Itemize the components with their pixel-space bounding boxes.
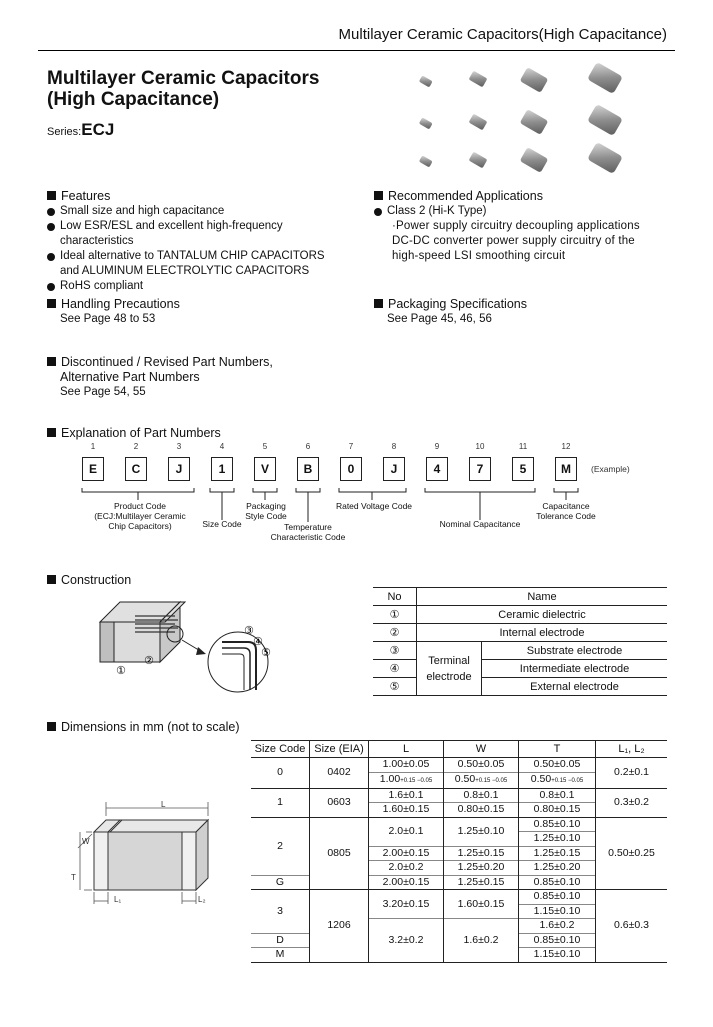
dim-tol: +0.15 −0.05 — [400, 777, 433, 784]
applications-class: Class 2 (Hi-K Type) — [374, 204, 668, 219]
label-temperature-line2: Characteristic Code — [270, 532, 346, 542]
row-name: External electrode — [482, 678, 668, 696]
page-title — [47, 68, 319, 110]
chip-photo-row-2 — [419, 104, 623, 136]
part-char-box: B — [297, 457, 319, 481]
position-number: 2 — [133, 442, 139, 451]
row-no: ⑤ — [373, 678, 417, 696]
marker-4: ④ — [253, 635, 263, 648]
table-row — [373, 624, 667, 642]
handling-section — [47, 297, 180, 327]
part-char-box: C — [125, 457, 147, 481]
series-value: ECJ — [81, 120, 115, 139]
construction-heading: Construction — [47, 573, 131, 588]
dim-L: 2.0±0.2 — [369, 861, 444, 876]
dim-T: 0.85±0.10 — [519, 890, 596, 905]
features-list — [47, 204, 357, 294]
dim-W: 1.25±0.15 — [444, 846, 519, 861]
size-code: G — [251, 875, 310, 890]
position-number: 9 — [434, 442, 440, 451]
dim-L: 3.20±0.15 — [369, 890, 444, 919]
row-name: Internal electrode — [417, 624, 668, 642]
table-header-row — [373, 588, 667, 606]
part-char-box: 7 — [469, 457, 491, 481]
part-numbers-heading: Explanation of Part Numbers — [47, 426, 221, 441]
part-char-box: 1 — [211, 457, 233, 481]
series-line — [47, 120, 114, 140]
dim-L — [369, 772, 444, 788]
dim-T: 1.6±0.2 — [519, 919, 596, 934]
dim-W: 0.80±0.15 — [444, 803, 519, 818]
features-heading: Features — [47, 189, 357, 204]
row-name: Ceramic dielectric — [417, 606, 668, 624]
dim-value: 0.50 — [530, 772, 552, 785]
table-header-row — [251, 741, 667, 758]
size-code: 2 — [277, 839, 283, 852]
dim-T: 0.50±0.05 — [519, 758, 596, 773]
dim-label-L1: L₁ — [114, 895, 122, 904]
dim-value: 0.50 — [454, 772, 476, 785]
dim-W: 1.25±0.10 — [444, 817, 519, 846]
dim-T: 0.80±0.15 — [519, 803, 596, 818]
dim-W: 1.6±0.2 — [444, 919, 519, 963]
part-char-box: 5 — [512, 457, 534, 481]
label-product-code-line1: Product Code — [114, 501, 166, 511]
dimensions-table — [251, 740, 667, 963]
feature-item: Low ESR/ESL and excellent high-frequency characteristics — [47, 219, 357, 249]
applications-line: ·Power supply circuitry decoupling applications — [392, 220, 640, 232]
page-title-line2: (High Capacitance) — [47, 89, 220, 110]
terminal-label: Terminal — [428, 654, 470, 667]
construction-table — [373, 587, 667, 696]
page-title-line1: Multilayer Ceramic Capacitors — [47, 68, 320, 89]
size-code: 3 — [277, 904, 283, 917]
position-number: 12 — [561, 442, 571, 451]
position-number: 3 — [176, 442, 182, 451]
table-row — [251, 788, 667, 803]
label-product-code-line2: (ECJ:Multilayer Ceramic — [94, 511, 186, 521]
dim-L1L2: 0.2±0.1 — [596, 758, 668, 789]
header-T: T — [519, 741, 596, 758]
part-char-box: 0 — [340, 457, 362, 481]
dim-L: 3.2±0.2 — [369, 919, 444, 963]
header-W: W — [444, 741, 519, 758]
applications-line: high-speed LSI smoothing circuit — [392, 250, 566, 262]
position-number: 4 — [219, 442, 225, 451]
label-packaging-line2: Style Code — [245, 511, 287, 521]
discontinued-heading: Discontinued / Revised Part Numbers, — [47, 355, 273, 370]
label-rated-voltage: Rated Voltage Code — [335, 501, 413, 511]
table-row — [251, 817, 667, 832]
dim-L: 1.60±0.15 — [369, 803, 444, 818]
part-char-box: J — [168, 457, 190, 481]
dim-W: 1.60±0.15 — [444, 890, 519, 919]
feature-item: RoHS compliant — [47, 279, 357, 294]
header-size-eia: Size (EIA) — [310, 741, 369, 758]
row-no: ③ — [373, 642, 417, 660]
dim-T: 0.85±0.10 — [519, 875, 596, 890]
label-product-code — [78, 501, 202, 531]
header-rule — [38, 50, 675, 51]
marker-3: ③ — [244, 624, 254, 637]
table-row — [373, 642, 667, 660]
discontinued-section — [47, 355, 273, 400]
series-label: Series: — [47, 126, 82, 138]
label-size-code: Size Code — [202, 519, 242, 529]
dim-L1L2: 0.3±0.2 — [596, 788, 668, 817]
size-eia: 0805 — [310, 817, 369, 890]
dim-T: 1.15±0.10 — [519, 948, 596, 963]
dim-L: 1.00±0.05 — [369, 758, 444, 773]
row-no: ④ — [373, 660, 417, 678]
dim-W — [444, 772, 519, 788]
part-char-box: 4 — [426, 457, 448, 481]
label-tolerance-line2: Tolerance Code — [536, 511, 596, 521]
dim-T: 0.85±0.10 — [519, 817, 596, 832]
features-section — [47, 189, 357, 294]
dim-T: 1.15±0.10 — [519, 904, 596, 919]
dim-value: 1.00 — [379, 772, 401, 785]
size-code: D — [251, 933, 310, 948]
position-number: 6 — [305, 442, 311, 451]
row-name: Intermediate electrode — [482, 660, 668, 678]
label-tolerance-line1: Capacitance — [542, 501, 590, 511]
terminal-electrode-cell — [417, 642, 482, 696]
dim-label-L: L — [161, 800, 166, 809]
dim-T: 1.25±0.20 — [519, 861, 596, 876]
dimensions-section — [47, 720, 240, 735]
header-L1L2: L₁, L₂ — [596, 741, 668, 758]
label-temperature — [262, 522, 354, 542]
feature-item — [47, 249, 357, 279]
dim-label-W: W — [82, 837, 90, 846]
part-char-box: V — [254, 457, 276, 481]
position-number: 1 — [90, 442, 96, 451]
electrode-label: electrode — [426, 670, 472, 683]
dim-T: 1.25±0.15 — [519, 846, 596, 861]
dim-T — [519, 772, 596, 788]
position-number: 10 — [475, 442, 485, 451]
part-char-box: J — [383, 457, 405, 481]
feature-item: Small size and high capacitance — [47, 204, 357, 219]
label-nominal-capacitance: Nominal Capacitance — [439, 519, 521, 529]
row-no: ② — [373, 624, 417, 642]
position-number: 7 — [348, 442, 354, 451]
size-code: 1 — [251, 788, 310, 817]
label-product-code-line3: Chip Capacitors) — [108, 521, 172, 531]
product-photos — [410, 62, 640, 182]
size-code: M — [251, 948, 310, 963]
marker-5: ⑤ — [261, 646, 271, 659]
label-packaging-style — [238, 501, 294, 521]
running-title: Multilayer Ceramic Capacitors(High Capacitance) — [338, 26, 667, 43]
example-label: (Example) — [591, 464, 630, 474]
feature-item-text-line2: and ALUMINUM ELECTROLYTIC CAPACITORS — [60, 265, 310, 277]
dim-L: 1.6±0.1 — [369, 788, 444, 803]
marker-2: ② — [144, 654, 154, 667]
part-numbers-section — [47, 426, 221, 441]
packaging-heading: Packaging Specifications — [374, 297, 527, 312]
label-packaging-line1: Packaging — [246, 501, 286, 511]
position-number: 11 — [518, 442, 528, 451]
discontinued-text: See Page 54, 55 — [60, 386, 146, 398]
applications-heading: Recommended Applications — [374, 189, 668, 204]
col-no-header: No — [373, 588, 417, 606]
dim-tol: +0.15 −0.05 — [551, 777, 584, 784]
col-name-header: Name — [417, 588, 668, 606]
dim-L1L2: 0.50±0.25 — [596, 817, 668, 890]
header-L: L — [369, 741, 444, 758]
header-size-code: Size Code — [251, 741, 310, 758]
part-char-box: M — [555, 457, 577, 481]
dim-W: 1.25±0.15 — [444, 875, 519, 890]
row-name: Substrate electrode — [482, 642, 668, 660]
size-code: 0 — [251, 758, 310, 789]
marker-1: ① — [116, 664, 126, 677]
dim-T: 0.85±0.10 — [519, 933, 596, 948]
dim-W: 0.50±0.05 — [444, 758, 519, 773]
position-number: 5 — [262, 442, 268, 451]
dim-L1L2: 0.6±0.3 — [596, 890, 668, 963]
handling-text: See Page 48 to 53 — [60, 313, 156, 325]
chip-photo-row-1 — [419, 62, 623, 94]
dimensions-heading: Dimensions in mm (not to scale) — [47, 720, 240, 735]
dim-L: 2.0±0.1 — [369, 817, 444, 846]
size-eia: 0402 — [310, 758, 369, 789]
size-eia: 1206 — [310, 890, 369, 963]
part-char-box: E — [82, 457, 104, 481]
dim-L: 2.00±0.15 — [369, 875, 444, 890]
dim-T: 0.8±0.1 — [519, 788, 596, 803]
position-number: 8 — [391, 442, 397, 451]
size-eia: 0603 — [310, 788, 369, 817]
dim-T: 1.25±0.10 — [519, 832, 596, 847]
construction-diagram — [90, 592, 290, 696]
dim-W: 1.25±0.20 — [444, 861, 519, 876]
table-row — [251, 890, 667, 905]
label-tolerance — [530, 501, 602, 521]
row-no: ① — [373, 606, 417, 624]
handling-heading: Handling Precautions — [47, 297, 180, 312]
label-temperature-line1: Temperature — [284, 522, 332, 532]
dim-label-T: T — [71, 873, 76, 882]
table-row — [373, 606, 667, 624]
dim-label-L2: L₂ — [198, 895, 206, 904]
dim-W: 0.8±0.1 — [444, 788, 519, 803]
applications-section — [374, 189, 668, 264]
dim-L: 2.00±0.15 — [369, 846, 444, 861]
packaging-text: See Page 45, 46, 56 — [387, 313, 492, 325]
applications-line: DC-DC converter power supply circuitry of the — [392, 235, 635, 247]
construction-section — [47, 573, 131, 588]
feature-item-text: Ideal alternative to TANTALUM CHIP CAPACITORS — [60, 250, 325, 262]
table-row — [251, 758, 667, 773]
packaging-section — [374, 297, 527, 327]
dim-tol: +0.15 −0.05 — [475, 777, 508, 784]
discontinued-heading-line2: Alternative Part Numbers — [60, 370, 200, 384]
chip-photo-row-3 — [419, 142, 623, 174]
dimension-diagram — [66, 798, 226, 910]
